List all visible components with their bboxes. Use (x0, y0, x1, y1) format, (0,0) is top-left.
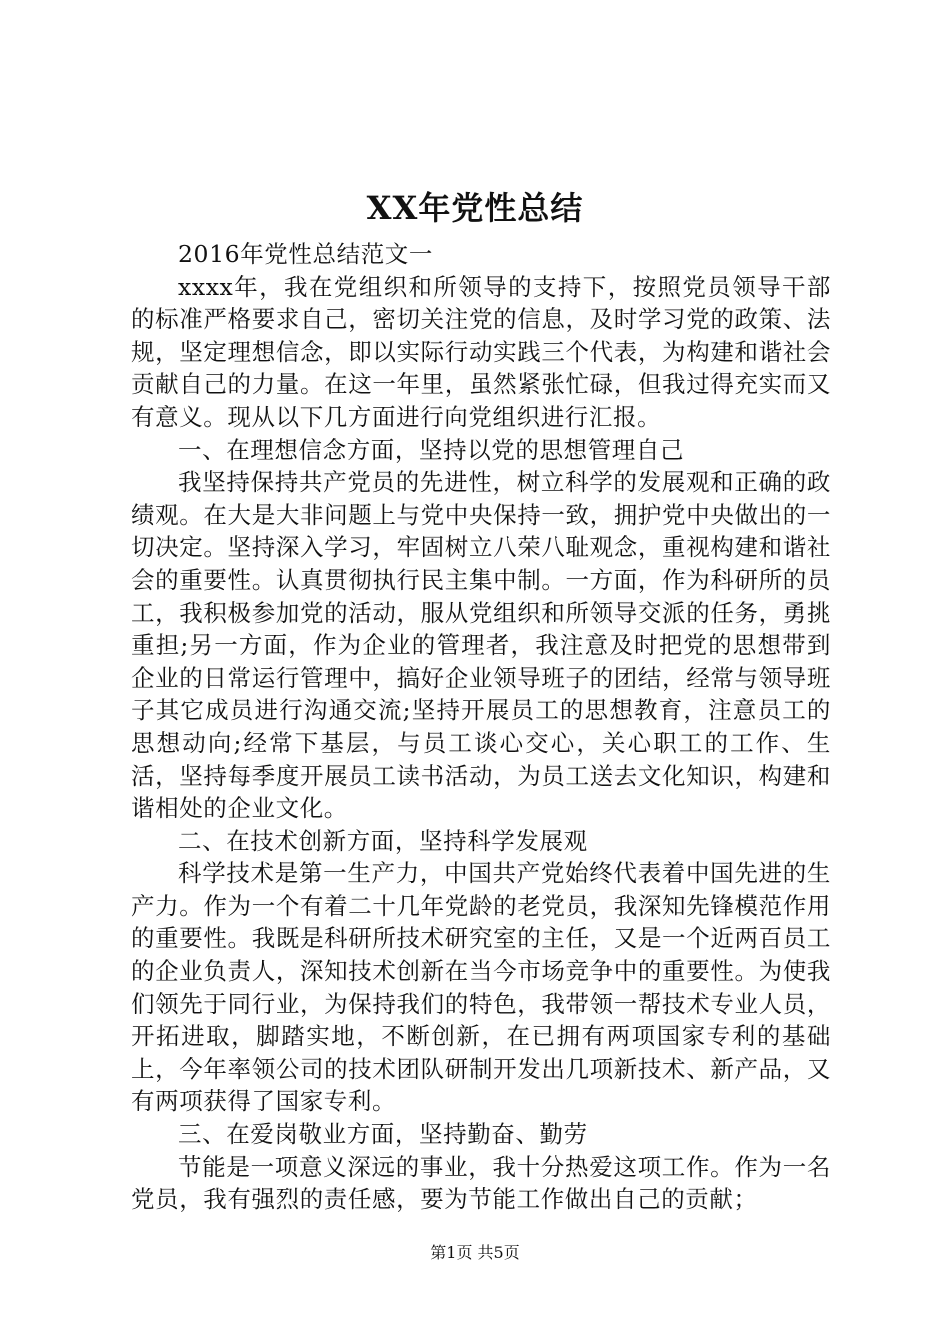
paragraph-section-1: 我坚持保持共产党员的先进性，树立科学的发展观和正确的政绩观。在大是大非问题上与党中央保持一致，拥护党中央做出的一切决定。坚持深入学习，牢固树立八荣八耻观念，重视构建和谐社会的重要性。认真贯彻执行民主集中制。一方面，作为科研所的员工，我积极参加党的活动，服从党组织和所领导交派的任务，勇挑重担;另一方面，作为企业的管理者，我注意及时把党的思想带到企业的日常运行管理中，搞好企业领导班子的团结，经常与领导班子其它成员进行沟通交流;坚持开展员工的思想教育，注意员工的思想动向;经常下基层，与员工谈心交心，关心职工的工作、生活，坚持每季度开展员工读书活动，为员工送去文化知识，构建和谐相处的企业文化。 (131, 468, 831, 823)
paragraph-section-3: 节能是一项意义深远的事业，我十分热爱这项工作。作为一名党员，我有强烈的责任感，要为节能工作做出自己的贡献； (131, 1152, 831, 1214)
section-heading-2: 二、在技术创新方面，坚持科学发展观 (178, 826, 588, 855)
section-heading-1: 一、在理想信念方面，坚持以党的思想管理自己 (178, 435, 685, 464)
document-body (131, 238, 831, 1216)
paragraph-subtitle: 2016年党性总结范文一 (178, 240, 434, 268)
document-title: XX年党性总结 (366, 189, 584, 227)
page-footer: 第1页 共5页 (430, 1243, 520, 1262)
paragraph-intro: xxxx年，我在党组织和所领导的支持下，按照党员领导干部的标准严格要求自己，密切关注党的信息，及时学习党的政策、法规，坚定理想信念，即以实际行动实践三个代表，为构建和谐社会贡献自己的力量。在这一年里，虽然紧张忙碌，但我过得充实而又有意义。现从以下几方面进行向党组织进行汇报。 (131, 272, 831, 431)
paragraph-section-2: 科学技术是第一生产力，中国共产党始终代表着中国先进的生产力。作为一个有着二十几年党龄的老党员，我深知先锋模范作用的重要性。我既是科研所技术研究室的主任，又是一个近两百员工的企业负责人，深知技术创新在当今市场竞争中的重要性。为使我们领先于同行业，为保持我们的特色，我带领一帮技术专业人员，开拓进取，脚踏实地，不断创新，在已拥有两项国家专利的基础上，今年率领公司的技术团队研制开发出几项新技术、新产品，又有两项获得了国家专利。 (131, 859, 831, 1116)
section-heading-3: 三、在爱岗敬业方面，坚持勤奋、勤劳 (178, 1120, 588, 1149)
